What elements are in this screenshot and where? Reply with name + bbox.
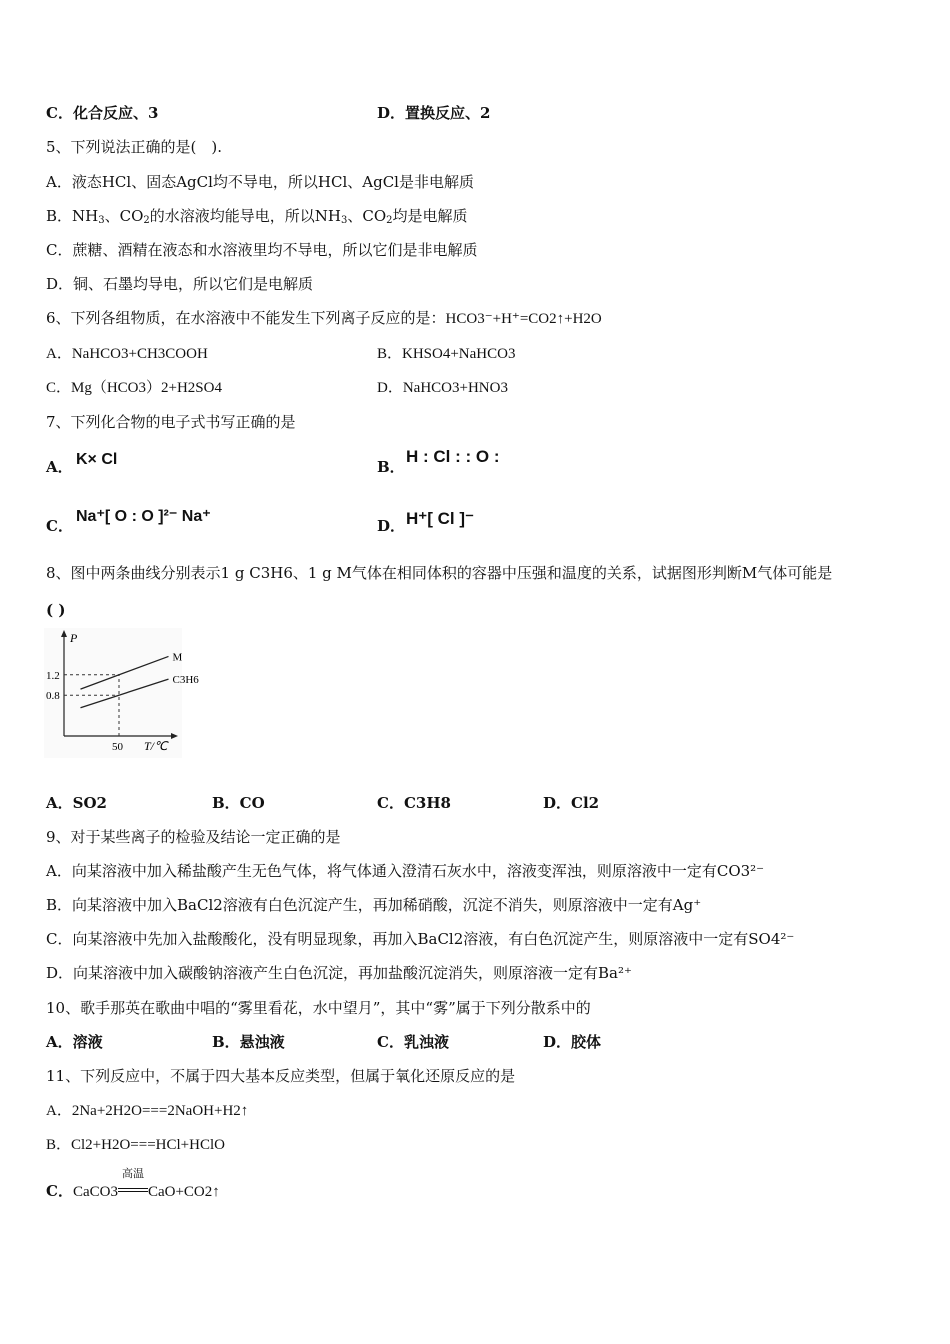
q7-option-b-label: B． — [377, 458, 405, 476]
q8-option-a: A．SO2 — [46, 794, 107, 812]
q9-stem: 9、对于某些离子的检验及结论一定正确的是 — [46, 828, 341, 846]
series-label-C3H6: C3H6 — [172, 674, 199, 687]
q11-reaction-arrow — [118, 1167, 148, 1201]
q6-option-d: D．NaHCO3+HNO3 — [377, 380, 508, 396]
x-axis-label: T/℃ — [144, 739, 168, 753]
q5-option-c: C．蔗糖、酒精在液态和水溶液里均不导电，所以它们是非电解质 — [46, 241, 478, 259]
q7-stem: 7、下列化合物的电子式书写正确的是 — [46, 413, 296, 431]
y-tick-label-1.2: 1.2 — [46, 669, 60, 682]
q11-stem: 11、下列反应中，不属于四大基本反应类型，但属于氧化还原反应的是 — [46, 1067, 516, 1085]
q9-option-b: B．向某溶液中加入BaCl2溶液有白色沉淀产生，再加稀硝酸，沉淀不消失，则原溶液中一定有Ag⁺ — [46, 896, 702, 914]
q8-pressure-temperature-chart — [44, 628, 199, 758]
q7-option-b-structure: H : Cl : : O : — [406, 447, 500, 466]
q9-option-a: A．向某溶液中加入稀盐酸产生无色气体，将气体通入澄清石灰水中，溶液变浑浊，则原溶液中一定有CO3²⁻ — [46, 862, 765, 880]
q4-option-c: C．化合反应、3 — [46, 104, 159, 122]
q6-stem: 6、下列各组物质，在水溶液中不能发生下列离子反应的是：HCO3⁻+H⁺=CO2↑+H2O — [46, 309, 602, 327]
q10-stem: 10、歌手那英在歌曲中唱的“雾里看花，水中望月”，其中“雾”属于下列分散系中的 — [46, 999, 591, 1017]
q10-option-b: B．悬浊液 — [212, 1033, 285, 1051]
q7-option-a-label: A． — [46, 458, 73, 476]
q6-option-c: C．Mg（HCO3）2+H2SO4 — [46, 380, 222, 396]
q4-option-d: D．置换反应、2 — [377, 104, 491, 122]
y-tick-label-0.8: 0.8 — [46, 690, 60, 703]
q10-option-d: D．胶体 — [543, 1033, 602, 1051]
q8-option-b: B．CO — [212, 794, 265, 812]
x-tick-label-50: 50 — [112, 741, 123, 753]
q7-option-d-structure: H⁺[ Cl ]⁻ — [406, 509, 474, 528]
q6-equation: HCO3⁻+H⁺=CO2↑+H2O — [445, 311, 602, 327]
q5-stem: 5、下列说法正确的是( ). — [46, 138, 223, 156]
q9-option-c: C．向某溶液中先加入盐酸酸化，没有明显现象，再加入BaCl2溶液，有白色沉淀产生，则原溶液中一定有SO4²⁻ — [46, 930, 795, 948]
q11-option-c: C．CaCO3 高温 CaO+CO2↑ — [46, 1181, 220, 1202]
series-label-M: M — [172, 651, 183, 664]
q5-option-a: A．液态HCl、固态AgCl均不导电，所以HCl、AgCl是非电解质 — [46, 173, 474, 191]
q11-condition: 高温 — [121, 1167, 144, 1180]
q8-option-c: C．C3H8 — [377, 794, 451, 812]
q7-option-c-structure: Na⁺[ O : O ]²⁻ Na⁺ — [76, 508, 211, 525]
q10-option-a: A．溶液 — [46, 1033, 103, 1051]
q10-option-c: C．乳浊液 — [377, 1033, 449, 1051]
q11-option-b: B．Cl2+H2O===HCl+HClO — [46, 1137, 225, 1153]
y-axis-label: P — [70, 631, 78, 645]
q6-option-b: B．KHSO4+NaHCO3 — [377, 346, 516, 362]
q7-option-a-structure: K× Cl — [76, 451, 118, 468]
q8-option-d: D．Cl2 — [543, 794, 600, 812]
q7-option-d-label: D． — [377, 517, 406, 535]
q8-stem-line2: ( ) — [46, 601, 66, 619]
q6-option-a: A．NaHCO3+CH3COOH — [46, 346, 208, 362]
q11-option-a: A．2Na+2H2O===2NaOH+H2↑ — [46, 1103, 249, 1119]
q7-option-c-label: C． — [46, 517, 73, 535]
q5-option-b: B．$NH_3$、$CO_2$的水溶液均能导电，所以$NH_3$、$CO_2$均是电解质 — [46, 207, 468, 226]
q5-option-d: D．铜、石墨均导电，所以它们是电解质 — [46, 275, 314, 293]
q9-option-d: D．向某溶液中加入碳酸钠溶液产生白色沉淀，再加盐酸沉淀消失，则原溶液一定有Ba²⁺ — [46, 964, 632, 982]
q8-stem-line1: 8、图中两条曲线分别表示1 g C3H6、1 g M气体在相同体积的容器中压强和温度的关系，试据图形判断M气体可能是 — [46, 564, 833, 582]
